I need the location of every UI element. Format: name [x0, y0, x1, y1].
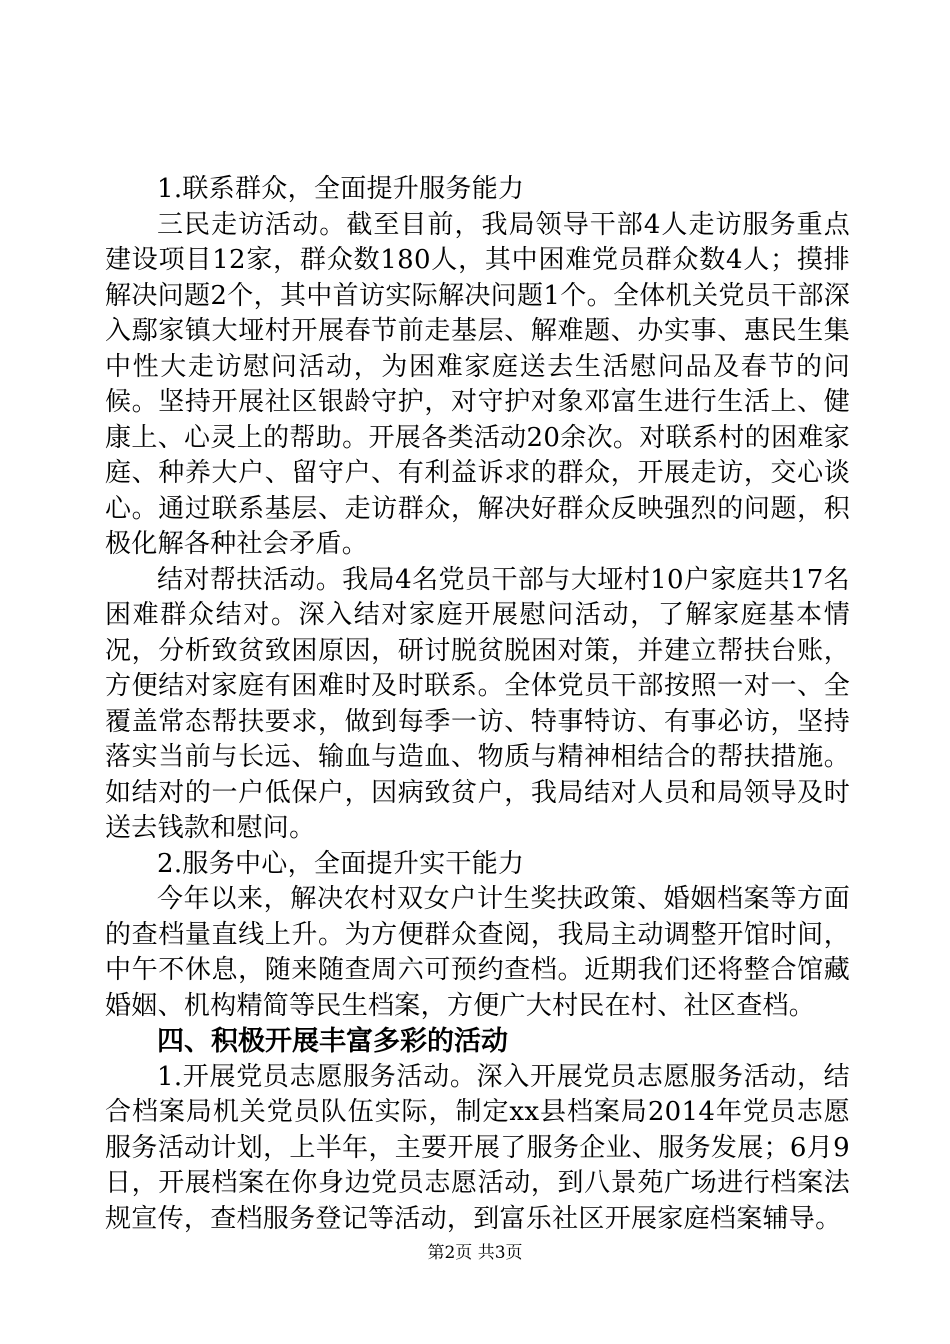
section-heading-4: 四、积极开展丰富多彩的活动 [157, 1026, 508, 1057]
subheading-2: 2.服务中心，全面提升实干能力 [157, 848, 525, 879]
page-number: 第2页 共3页 [427, 1243, 523, 1263]
paragraph-service: 今年以来，解决农村双女户计生奖扶政策、婚姻档案等方面的查档量直线上升。为方便群众查阅，我局主动调整开馆时间，中午不休息，随来随查周六可预约查档。近期我们还将整合馆藏婚姻、机构精简等民生档案，方便广大村民在村、社区查档。 [105, 884, 850, 1021]
paragraph-visits: 三民走访活动。截至目前，我局领导干部4人走访服务重点建设项目12家，群众数180人，其中困难党员群众数4人；摸排解决问题2个，其中首访实际解决问题1个。全体机关党员干部深入鄢家镇大垭村开展春节前走基层、解难题、办实事、惠民生集中性大走访慰问活动，为困难家庭送去生活慰问品及春节的问候。坚持开展社区银龄守护，对守护对象邓富生进行生活上、健康上、心灵上的帮助。开展各类活动20余次。对联系村的困难家庭、种养大户、留守户、有利益诉求的群众，开展走访，交心谈心。通过联系基层、走访群众，解决好群众反映强烈的问题，积极化解各种社会矛盾。 [105, 209, 850, 559]
page-footer [0, 1242, 950, 1264]
paragraph-volunteer: 1.开展党员志愿服务活动。深入开展党员志愿服务活动，结合档案局机关党员队伍实际，制定xx县档案局2014年党员志愿服务活动计划，上半年，主要开展了服务企业、服务发展；6月9日，开展档案在你身边党员志愿活动，到八景苑广场进行档案法规宣传，查档服务登记等活动，到富乐社区开展家庭档案辅导。 [105, 1061, 850, 1234]
paragraph-pairing: 结对帮扶活动。我局4名党员干部与大垭村10户家庭共17名困难群众结对。深入结对家庭开展慰问活动，了解家庭基本情况，分析致贫致困原因，研讨脱贫脱困对策，并建立帮扶台账，方便结对家庭有困难时及时联系。全体党员干部按照一对一、全覆盖常态帮扶要求，做到每季一访、特事特访、有事必访，坚持落实当前与长远、输血与造血、物质与精神相结合的帮扶措施。如结对的一户低保户，因病致贫户，我局结对人员和局领导及时送去钱款和慰问。 [105, 564, 850, 843]
subheading-1: 1.联系群众，全面提升服务能力 [157, 174, 525, 204]
document-body [105, 172, 850, 1237]
